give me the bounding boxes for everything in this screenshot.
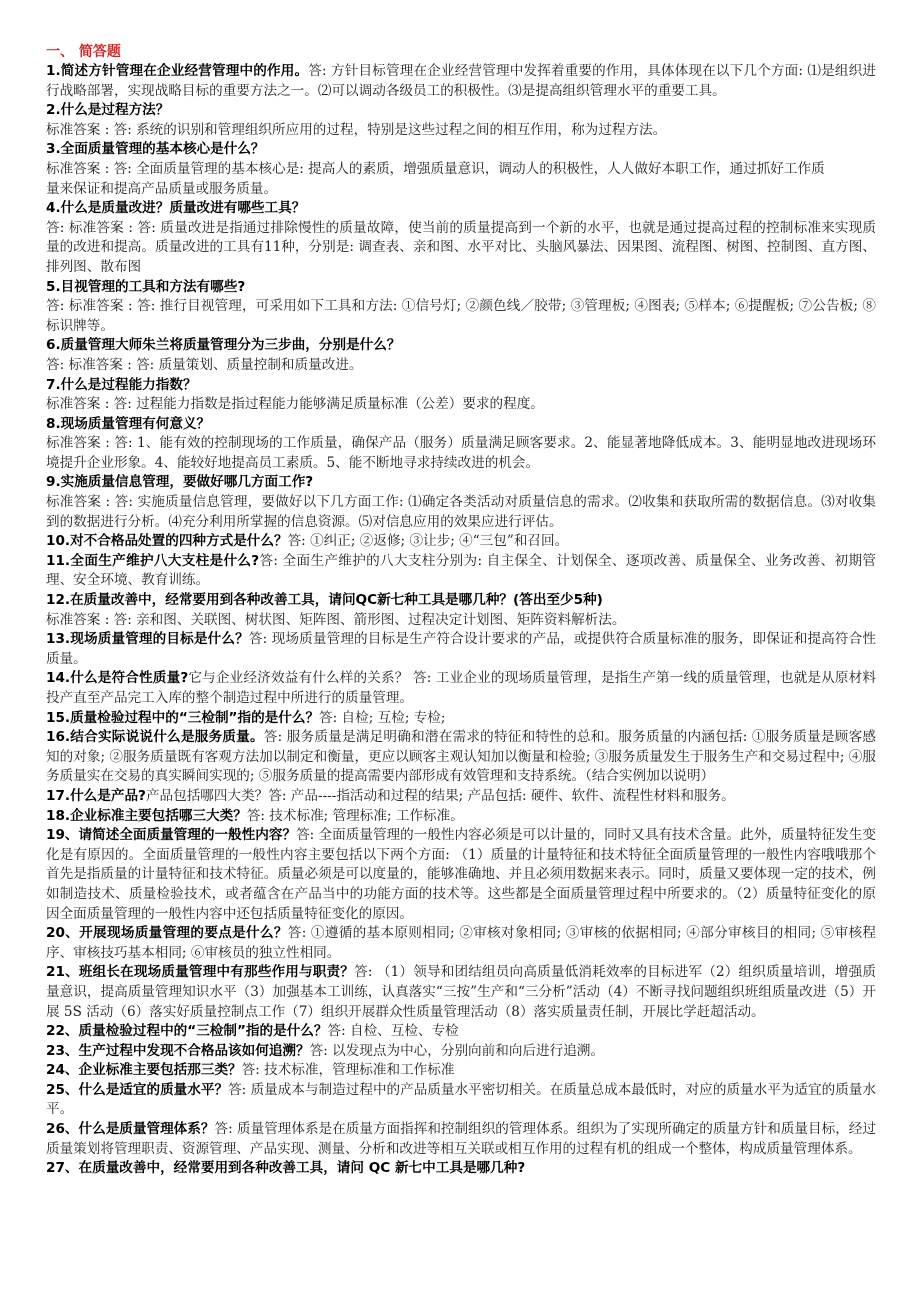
answer-text: 标准答案 : 答: 实施质量信息管理，要做好以下几方面工作: ⑴确定各类活动对质量信息的需求。⑵收集和获取所需的数据信息。⑶对收集到的数据进行分析。⑷充分利用所掌握的信息资源。⑸对信息应用的效果应进行评估。 <box>46 494 876 530</box>
answer-text: 答: 方针目标管理在企业经营管理中发挥着重要的作用，具体体现在以下几个方面: ⑴是组织进行战略部署，实现战略目标的重要方法之一。⑵可以调动各级员工的积极性。⑶是提高组织管理水平的重要工具。 <box>46 63 876 99</box>
question-text: 5.目视管理的工具和方法有哪些? <box>46 278 246 295</box>
question-text: 22、质量检验过程中的“三检制”指的是什么？ <box>46 1023 328 1040</box>
answer-text: 它与企业经济效益有什么样的关系？ 答: 工业企业的现场质量管理，是指生产第一线的质量管理，也就是从原材料投产直至产品完工入库的整个制造过程中所进行的质量管理。 <box>46 670 877 706</box>
question-text: 16.结合实际说说什么是服务质量。 <box>46 729 264 746</box>
qa-item <box>46 924 876 963</box>
qa-item <box>46 415 876 474</box>
qa-item <box>46 62 876 101</box>
question-text: 12.在质量改善中，经常要用到各种改善工具，请问QC新七种工具是哪几种？(答出至少5种) <box>46 592 603 609</box>
answer-text: 答: 自检、互检、专检 <box>327 1023 459 1040</box>
question-text: 8.现场质量管理有何意义？ <box>46 415 211 432</box>
answer-text: 标准答案 : 答: 亲和图、关联图、树状图、矩阵图、箭形图、过程决定计划图、矩阵资料解析法。 <box>46 611 626 628</box>
answer-text: 答: 技术标准; 管理标准; 工作标准。 <box>246 807 464 824</box>
answer-text: 答: 技术标准，管理标准和工作标准 <box>241 1062 455 1079</box>
question-text: 1.简述方针管理在企业经营管理中的作用。 <box>46 63 309 79</box>
answer-text: 答: 全面质量管理的一般性内容必须是可以计量的，同时又具有技术含量。此外，质量特征发生变化是有原因的。全面质量管理的一般性内容主要包括以下两个方面: （1）质量的计量特征和技术特征全面质量管理的一般性内容哦哦那个首先是指质量的计量特征和技术特征。质量必须是可以度量的，能够准确地、并且必须用数据来表示。同时，质量又要体现一定的技术，例如制造技术、质量检验技术，或者蕴含在产品当中的功能方面的技术等。这些都是全面质量管理过程中所要求的。（2）质量特征变化的原因全面质量管理的一般性内容中还包括质量特征变化的原因。 <box>46 827 876 922</box>
question-text: 25、什么是适宜的质量水平？ <box>46 1081 229 1098</box>
question-text: 24、企业标准主要包括那三类？ <box>46 1062 242 1079</box>
qa-item <box>46 826 876 924</box>
question-text: 7.什么是过程能力指数？ <box>46 376 197 393</box>
answer-text: 答: 以发现点为中心，分别向前和向后进行追溯。 <box>309 1042 604 1059</box>
question-text: 6.质量管理大师朱兰将质量管理分为三步曲，分别是什么？ <box>46 337 401 354</box>
qa-item <box>46 336 876 375</box>
question-text: 13.现场质量管理的目标是什么？ <box>46 631 249 648</box>
question-text: 2.什么是过程方法？ <box>46 102 170 119</box>
question-text: 27、在质量改善中，经常要用到各种改善工具，请问 QC 新七中工具是哪几种? <box>46 1160 526 1177</box>
answer-text: 答: 质量管理体系是在质量方面指挥和控制组织的管理体系。组织为了实现所确定的质量方针和质量目标，经过质量策划将管理职责、资源管理、产品实现、测量、分析和改进等相互关联或相互作用的过程有机的组成一个整体，构成质量管理体系。 <box>46 1121 876 1157</box>
answer-text: 答: 全面生产维护的八大支柱分别为: 自主保全、计划保全、逐项改善、质量保全、业务改善、初期管理、安全环境、教育训练。 <box>46 552 876 589</box>
answer-text-continued: 量来保证和提高产品质量或服务质量。 <box>46 180 278 197</box>
question-text: 18.企业标准主要包括哪三大类？ <box>46 807 247 824</box>
question-text: 15.质量检验过程中的“三检制”指的是什么？ <box>46 709 320 726</box>
question-text: 20、开展现场质量管理的要点是什么？ <box>46 925 288 942</box>
qa-item <box>46 1159 876 1179</box>
qa-item <box>46 552 876 591</box>
question-text: 4.什么是质量改进？质量改进有哪些工具？ <box>46 200 306 217</box>
question-text: 17.什么是产品? <box>46 787 146 804</box>
qa-item <box>46 669 876 708</box>
answer-text: 答: 标准答案 : 答: 推行目视管理，可采用如下工具和方法: ①信号灯; ②颜色线／胶带; ③管理板; ④图表; ⑤样本; ⑥提醒板; ⑦公告板; ⑧标识牌等。 <box>46 298 876 334</box>
answer-text: 标准答案 : 答: 全面质量管理的基本核心是: 提高人的素质，增强质量意识，调动人的积极性，人人做好本职工作，通过抓好工作质 <box>46 160 825 177</box>
answer-text: 答: 质量成本与制造过程中的产品质量水平密切相关。在质量总成本最低时，对应的质量水平为适宜的质量水平。 <box>46 1081 876 1118</box>
section-title: 一、 简答题 <box>46 44 121 60</box>
answer-text: 标准答案 : 答: 1、能有效的控制现场的工作质量，确保产品（服务）质量满足顾客要求。2、能显著地降低成本。3、能明显地改进现场环境提升企业形象。4、能较好地提高员工素质。5、能不断地寻求持续改进的机会。 <box>46 435 876 471</box>
qa-item <box>46 278 876 337</box>
question-text: 23、生产过程中发现不合格品该如何追溯？ <box>46 1042 310 1059</box>
answer-text: 答: ①遵循的基本原则相同; ②审核对象相同; ③审核的依据相同; ④部分审核目的相同; ⑤审核程序、审核技巧基本相同; ⑥审核员的独立性相同。 <box>46 925 876 961</box>
qa-item <box>46 1042 876 1062</box>
question-text: 10.对不合格品处置的四种方式是什么？ <box>46 533 288 550</box>
qa-item <box>46 473 876 532</box>
question-text: 14.什么是符合性质量? <box>46 670 189 687</box>
qa-item <box>46 376 876 415</box>
qa-item <box>46 728 876 787</box>
qa-item <box>46 532 876 552</box>
answer-text: 答: 现场质量管理的目标是生产符合设计要求的产品，或提供符合质量标准的服务，即保证和提高符合性质量。 <box>46 631 876 667</box>
question-text: 11.全面生产维护八大支柱是什么? <box>46 552 260 569</box>
question-text: 9.实施质量信息管理，要做好哪几方面工作? <box>46 474 314 491</box>
answer-text: 标准答案 : 答: 过程能力指数是指过程能力能够满足质量标准（公差）要求的程度。 <box>46 396 544 413</box>
qa-item <box>46 963 876 1022</box>
answer-text: 答: ①纠正; ②返修; ③让步; ④“三包”和召回。 <box>287 533 569 550</box>
answer-text: 标准答案 : 答: 系统的识别和管理组织所应用的过程，特别是这些过程之间的相互作用，称为过程方法。 <box>46 121 667 138</box>
qa-item <box>46 630 876 669</box>
qa-item <box>46 787 876 807</box>
answer-text: 答: 服务质量是满足明确和潜在需求的特征和特性的总和。服务质量的内涵包括: ①服务质量是顾客感知的对象; ②服务质量既有客观方法加以制定和衡量，更应以顾客主观认知加以衡量和检验; ③服务质量发生于服务生产和交易过程中; ④服务质量实在交易的真实瞬间实现的; ⑤服务质量的提高需要内部形成有效管理和支持系统。（结合实例加以说明） <box>46 729 876 785</box>
answer-text: 答: 标准答案 : 答: 质量改进是指通过排除慢性的质量故障，使当前的质量提高到一个新的水平，也就是通过提高过程的控制标准来实现质量的改进和提高。质量改进的工具有11种，分别是: 调查表、亲和图、水平对比、头脑风暴法、因果图、流程图、树图、控制图、直方图、排列图、散布图 <box>46 219 876 275</box>
question-text: 26、什么是质量管理体系？ <box>46 1121 215 1138</box>
qa-item <box>46 1022 876 1042</box>
qa-item <box>46 101 876 140</box>
qa-item <box>46 199 876 277</box>
qa-item <box>46 591 876 630</box>
qa-item <box>46 1081 876 1120</box>
question-text: 3.全面质量管理的基本核心是什么？ <box>46 141 265 158</box>
qa-item <box>46 1061 876 1081</box>
answer-text: 答: 标准答案 : 答: 质量策划、质量控制和质量改进。 <box>46 356 363 373</box>
question-text: 19、请简述全面质量管理的一般性内容？ <box>46 827 297 844</box>
qa-list <box>46 62 876 1179</box>
answer-text: 答: （1）领导和团结组员向高质量低消耗效率的目标进军（2）组织质量培训，增强质量意识，提高质量管理知识水平（3）加强基本工训练，认真落实“三按”生产和“三分析”活动（4）不断寻找问题组织班组质量改进（5）开展 5S 活动（6）落实好质量控制点工作（7）组织开展群众性质量管理活动（8）落实质量责任制，开展比学赶超活动。 <box>46 964 876 1020</box>
qa-item <box>46 140 876 199</box>
qa-item <box>46 1120 876 1159</box>
answer-text: 产品包括哪四大类？答: 产品----指活动和过程的结果; 产品包括: 硬件、软件、流程性材料和服务。 <box>145 787 735 804</box>
question-text: 21、班组长在现场质量管理中有那些作用与职责？ <box>46 964 355 981</box>
qa-item <box>46 709 876 729</box>
answer-text: 答: 自检; 互检; 专检; <box>319 709 446 726</box>
qa-item <box>46 807 876 827</box>
